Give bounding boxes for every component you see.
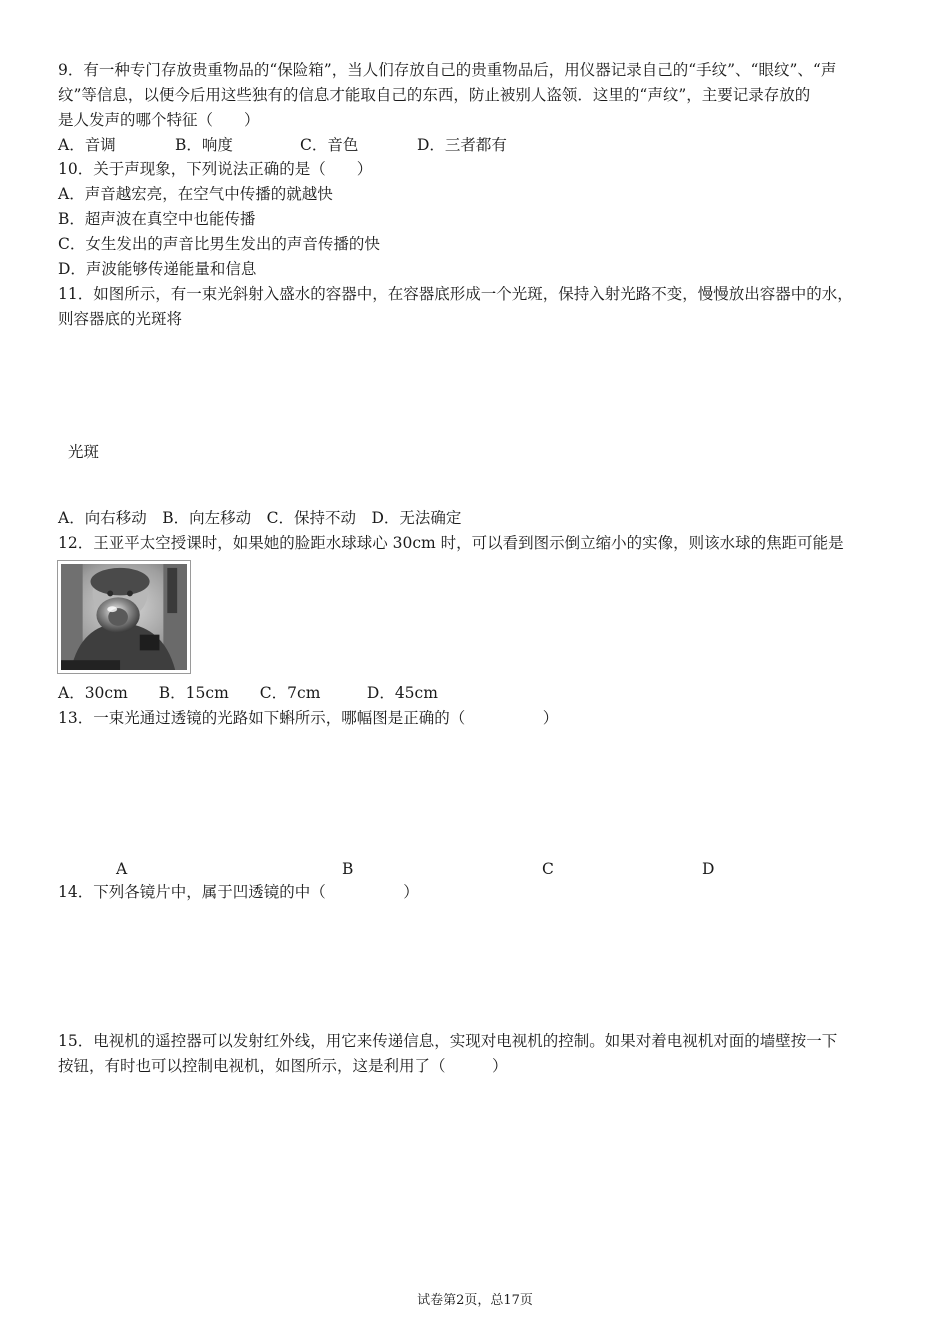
q11-stem-line2: 则容器底的光斑将	[58, 310, 183, 328]
q12-stem: 12．王亚平太空授课时，如果她的脸距水球球心 30cm 时，可以看到图示倒立缩小的实像，则该水球的焦距可能是	[58, 534, 844, 552]
q10-option-a: A．声音越宏亮，在空气中传播的就越快	[58, 185, 333, 203]
q10-option-c: C．女生发出的声音比男生发出的声音传播的快	[58, 235, 380, 253]
q10-stem: 10．关于声现象，下列说法正确的是（ ）	[58, 160, 373, 178]
q11-stem-line1: 11．如图所示，有一束光斜射入盛水的容器中，在容器底形成一个光斑，保持入射光路不变，慢慢放出容器中的水，	[58, 285, 853, 303]
water-ball-photo	[57, 560, 191, 674]
page-footer: 试卷第2页，总17页	[417, 1293, 533, 1308]
water-ball-image	[61, 564, 187, 670]
q9-stem-line2: 纹”等信息，以便今后用这些独有的信息才能取自己的东西，防止被别人盗领．这里的“声纹”，主要记录存放的	[58, 86, 811, 104]
q10-option-d: D．声波能够传递能量和信息	[58, 260, 257, 278]
q12-options: A．30cm B．15cm C．7cm D．45cm	[58, 684, 438, 702]
q13-figure-label-b: B	[342, 860, 354, 878]
q13-stem: 13．一束光通过透镜的光路如下蝌所示，哪幅图是正确的（ ）	[58, 709, 559, 727]
q13-figure-label-a: A	[116, 860, 128, 878]
q11-figure-label: 光斑	[68, 443, 100, 461]
q9-option-a: A．音调	[58, 136, 116, 154]
q9-option-b: B．响度	[175, 136, 233, 154]
q13-figure-label-d: D	[702, 860, 715, 878]
q11-options: A．向右移动 B．向左移动 C．保持不动 D．无法确定	[58, 509, 462, 527]
q9-stem-line3: 是人发声的哪个特征（ ）	[58, 111, 260, 129]
q9-option-d: D．三者都有	[417, 136, 507, 154]
q15-stem-line2: 按钮，有时也可以控制电视机，如图所示，这是利用了（ ）	[58, 1057, 508, 1075]
q15-stem-line1: 15．电视机的遥控器可以发射红外线，用它来传递信息，实现对电视机的控制。如果对着电视机对面的墙壁按一下	[58, 1032, 838, 1050]
q9-stem-line1: 9．有一种专门存放贵重物品的“保险箱”，当人们存放自己的贵重物品后，用仪器记录自己的“手纹”、“眼纹”、“声	[58, 61, 837, 79]
q10-option-b: B．超声波在真空中也能传播	[58, 210, 256, 228]
q14-stem: 14．下列各镜片中，属于凹透镜的中（ ）	[58, 883, 419, 901]
q13-figure-label-c: C	[542, 860, 554, 878]
q9-option-c: C．音色	[300, 136, 359, 154]
